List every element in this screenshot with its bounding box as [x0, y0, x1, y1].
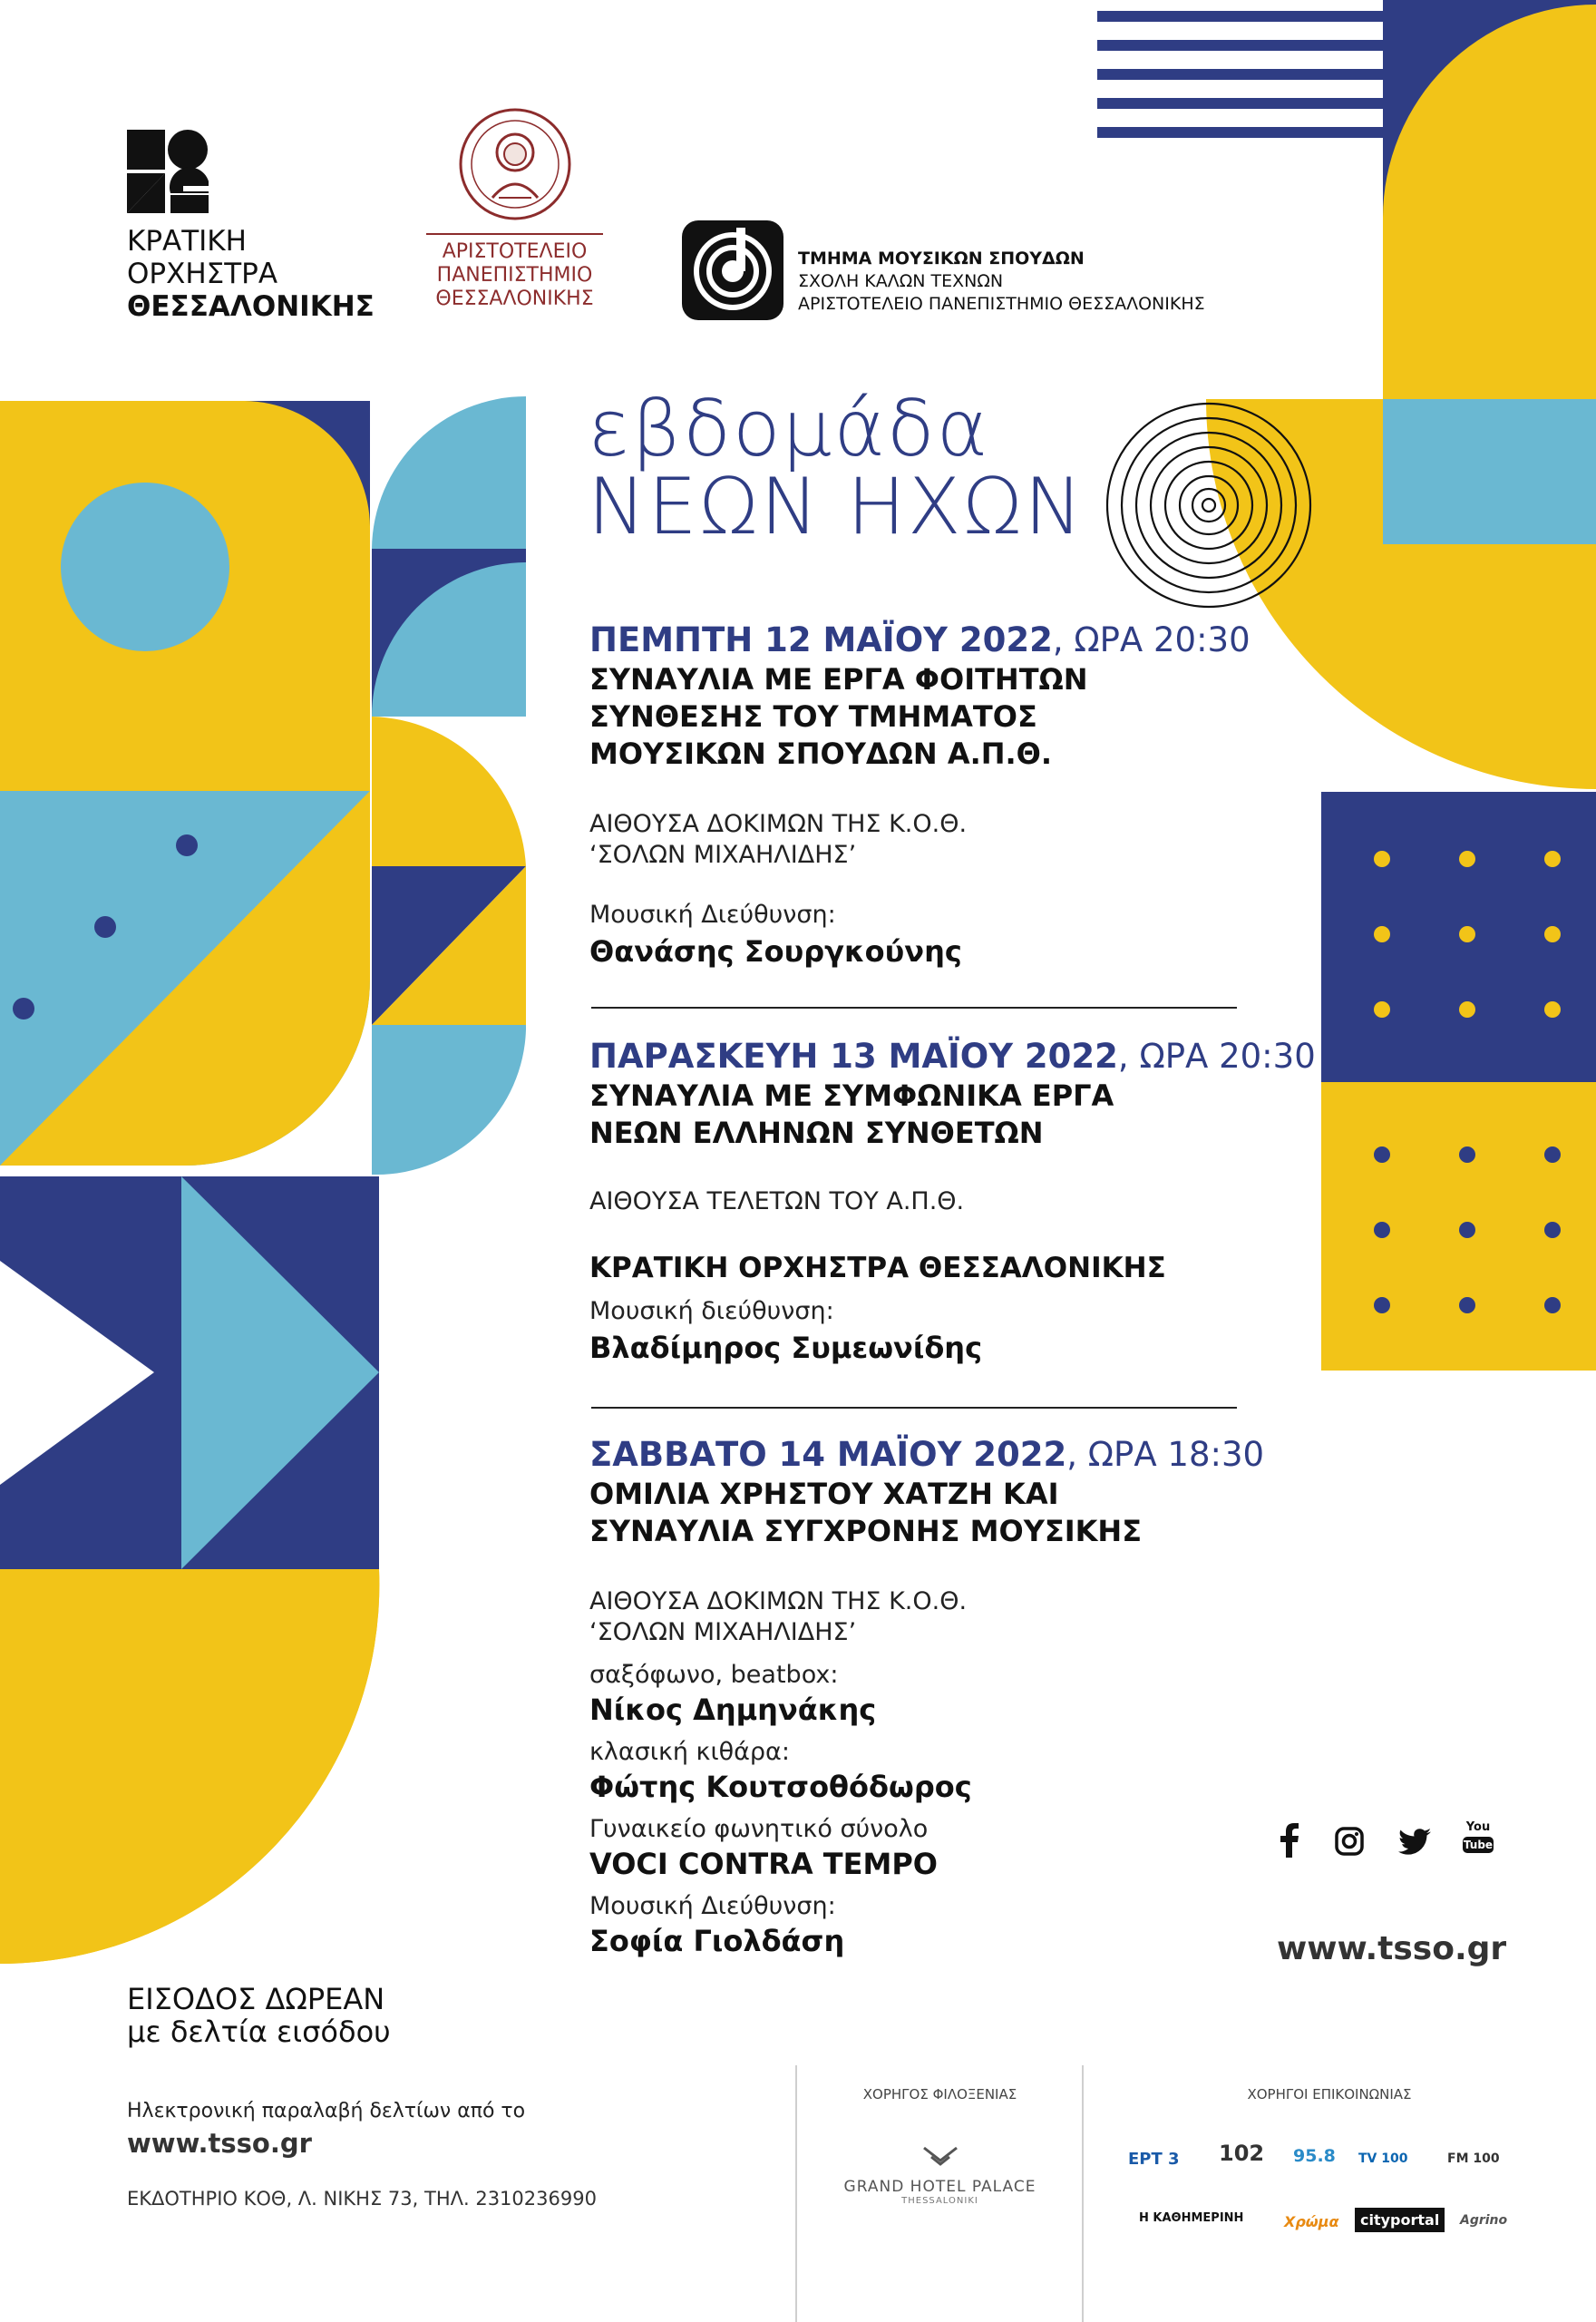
- hotel-city: THESSALONIKI: [901, 2196, 978, 2206]
- event-1-role-label: Μουσική Διεύθυνση:: [589, 901, 836, 929]
- event-3-title: ΟΜΙΛΙΑ ΧΡΗΣΤΟΥ ΧΑΤΖΗ ΚΑΙ ΣΥΝΑΥΛΙΑ ΣΥΓΧΡΟΝΗΣ ΜΟΥΣΙΚΗΣ: [589, 1477, 1143, 1548]
- admission-line2: με δελτία εισόδου: [127, 2015, 391, 2049]
- event-3-role-4-label: Μουσική Διεύθυνση:: [589, 1892, 836, 1920]
- event-3-date: ΣΑΒΒΑΤΟ 14 ΜΑΪΟΥ 2022: [589, 1435, 1067, 1474]
- kot-logo-mark-icon: [127, 130, 209, 213]
- event-2-date: ΠΑΡΑΣΚΕΥΗ 13 ΜΑΪΟΥ 2022: [589, 1037, 1118, 1076]
- event-3-role-3-label: Γυναικείο φωνητικό σύνολο: [589, 1815, 929, 1843]
- event-3-performer-3: VOCI CONTRA TEMPO: [589, 1847, 938, 1881]
- media-logo: FM 100: [1447, 2151, 1500, 2166]
- event-2-conductor: Βλαδίμηρος Συμεωνίδης: [589, 1331, 983, 1365]
- media-logo: TV 100: [1358, 2151, 1408, 2166]
- admission-line1: ΕΙΣΟΔΟΣ ΔΩΡΕΑΝ: [127, 1982, 385, 2016]
- music-dept-line3: ΑΡΙΣΤΟΤΕΛΕΙΟ ΠΑΝΕΠΙΣΤΗΜΙΟ ΘΕΣΣΑΛΟΝΙΚΗΣ: [798, 294, 1205, 314]
- spiral-rings-icon: [1105, 401, 1313, 610]
- instagram-icon[interactable]: [1335, 1827, 1364, 1856]
- event-2-orchestra: ΚΡΑΤΙΚΗ ΟΡΧΗΣΤΡΑ ΘΕΣΣΑΛΟΝΙΚΗΣ: [589, 1252, 1166, 1284]
- event-2-title: ΣΥΝΑΥΛΙΑ ΜΕ ΣΥΜΦΩΝΙΚΑ ΕΡΓΑ ΝΕΩΝ ΕΛΛΗΝΩΝ ΣΥΝΘΕΤΩΝ: [589, 1078, 1114, 1150]
- youtube-icon-text-bottom: Tube: [1463, 1839, 1494, 1851]
- event-3-time: , ΩΡΑ 18:30: [1066, 1435, 1265, 1474]
- ticket-text: Ηλεκτρονική παραλαβή δελτίων από το: [127, 2100, 526, 2122]
- event-1: [589, 620, 1279, 969]
- media-logo: Η ΚΑΘΗΜΕΡΙΝΗ: [1139, 2211, 1244, 2225]
- kot-line1: ΚΡΑΤΙΚΗ: [127, 225, 247, 258]
- website-link[interactable]: www.tsso.gr: [1277, 1930, 1507, 1967]
- youtube-icon[interactable]: [1463, 1821, 1494, 1853]
- media-logo: Χρώμα: [1284, 2213, 1339, 2230]
- media-logo: 95.8: [1293, 2146, 1336, 2166]
- event-1-venue: ΑΙΘΟΥΣΑ ΔΟΚΙΜΩΝ ΤΗΣ Κ.Ο.Θ. ‘ΣΟΛΩΝ ΜΙΧΑΗΛΙΔΗΣ’: [589, 810, 968, 869]
- festival-title: [588, 384, 1085, 552]
- auth-line2: ΠΑΝΕΠΙΣΤΗΜΙΟ: [436, 264, 593, 287]
- title-line2: ΝΕΩΝ ΗΧΩΝ: [588, 462, 1085, 552]
- music-dept-line2: ΣΧΟΛΗ ΚΑΛΩΝ ΤΕΧΝΩΝ: [798, 271, 1004, 291]
- event-3-role-2-label: κλασική κιθάρα:: [589, 1738, 790, 1766]
- event-3-performer-1: Νίκος Δημηνάκης: [589, 1693, 877, 1727]
- stripes-decoration: [1097, 11, 1383, 138]
- kot-line2: ΟΡΧΗΣΤΡΑ: [127, 258, 278, 290]
- media-logo: Agrino: [1460, 2213, 1508, 2228]
- kot-logo[interactable]: [127, 130, 375, 323]
- media-logo: ΕΡΤ 3: [1128, 2150, 1180, 2169]
- event-2-datetime: [589, 1037, 1316, 1076]
- twitter-icon[interactable]: [1398, 1829, 1431, 1856]
- box-office: ΕΚΔΟΤΗΡΙΟ ΚΟΘ, Λ. ΝΙΚΗΣ 73, ΤΗΛ. 2310236990: [127, 2188, 597, 2210]
- event-1-datetime: [589, 620, 1279, 659]
- event-3-conductor: Σοφία Γιολδάση: [589, 1924, 845, 1958]
- youtube-icon-text-top: You: [1465, 1820, 1491, 1834]
- event-1-time: , ΩΡΑ 20:30: [1052, 620, 1251, 659]
- admission-info: [127, 1983, 391, 2048]
- music-dept-line1: ΤΜΗΜΑ ΜΟΥΣΙΚΩΝ ΣΠΟΥΔΩΝ: [798, 249, 1085, 268]
- event-1-date: ΠΕΜΠΤΗ 12 ΜΑΪΟΥ 2022: [589, 620, 1053, 659]
- ticket-url-link[interactable]: www.tsso.gr: [127, 2128, 312, 2159]
- kot-line3: ΘΕΣΣΑΛΟΝΙΚΗΣ: [127, 290, 375, 323]
- auth-seal-icon: [458, 107, 572, 221]
- event-2-venue: ΑΙΘΟΥΣΑ ΤΕΛΕΤΩΝ ΤΟΥ Α.Π.Θ.: [589, 1187, 965, 1215]
- divider: [591, 1007, 1237, 1009]
- auth-line3: ΘΕΣΣΑΛΟΝΙΚΗΣ: [435, 288, 594, 310]
- ticket-info: [127, 2100, 525, 2159]
- media-sponsors-label: ΧΟΡΗΓΟΙ ΕΠΙΚΟΙΝΩΝΙΑΣ: [1247, 2086, 1412, 2102]
- event-3: [589, 1435, 1279, 1958]
- hospitality-sponsor: [798, 2144, 1082, 2206]
- event-3-performer-2: Φώτης Κουτσοθόδωρος: [589, 1770, 972, 1804]
- event-1-conductor: Θανάσης Σουργκούνης: [589, 934, 962, 969]
- title-line1: εβδομάδα: [588, 384, 990, 474]
- social-icons: [1270, 1821, 1514, 1867]
- event-3-role-1-label: σαξόφωνο, beatbox:: [589, 1661, 839, 1689]
- event-3-datetime: [589, 1435, 1279, 1474]
- media-sponsors: [1124, 2141, 1542, 2249]
- hospitality-label: ΧΟΡΗΓΟΣ ΦΙΛΟΞΕΝΙΑΣ: [862, 2086, 1017, 2102]
- media-logo: 102: [1219, 2141, 1265, 2166]
- hotel-logo-icon: [920, 2144, 960, 2171]
- event-3-venue: ΑΙΘΟΥΣΑ ΔΟΚΙΜΩΝ ΤΗΣ Κ.Ο.Θ. ‘ΣΟΛΩΝ ΜΙΧΑΗΛΙΔΗΣ’: [589, 1587, 968, 1646]
- hotel-name: GRAND HOTEL PALACE: [843, 2178, 1036, 2196]
- divider: [591, 1407, 1237, 1409]
- auth-logo[interactable]: [426, 107, 603, 311]
- event-2: [589, 1037, 1316, 1365]
- facebook-icon[interactable]: [1275, 1823, 1302, 1858]
- event-1-title: ΣΥΝΑΥΛΙΑ ΜΕ ΕΡΓΑ ΦΟΙΤΗΤΩΝ ΣΥΝΘΕΣΗΣ ΤΟΥ ΤΜΗΜΑΤΟΣ ΜΟΥΣΙΚΩΝ ΣΠΟΥΔΩΝ Α.Π.Θ.: [589, 662, 1088, 771]
- media-logo: cityportal: [1355, 2208, 1445, 2232]
- event-2-time: , ΩΡΑ 20:30: [1117, 1037, 1316, 1076]
- event-2-role-label: Μουσική διεύθυνση:: [589, 1297, 834, 1325]
- music-dept-mark-icon: [682, 220, 783, 320]
- auth-line1: ΑΡΙΣΤΟΤΕΛΕΙΟ: [442, 240, 588, 263]
